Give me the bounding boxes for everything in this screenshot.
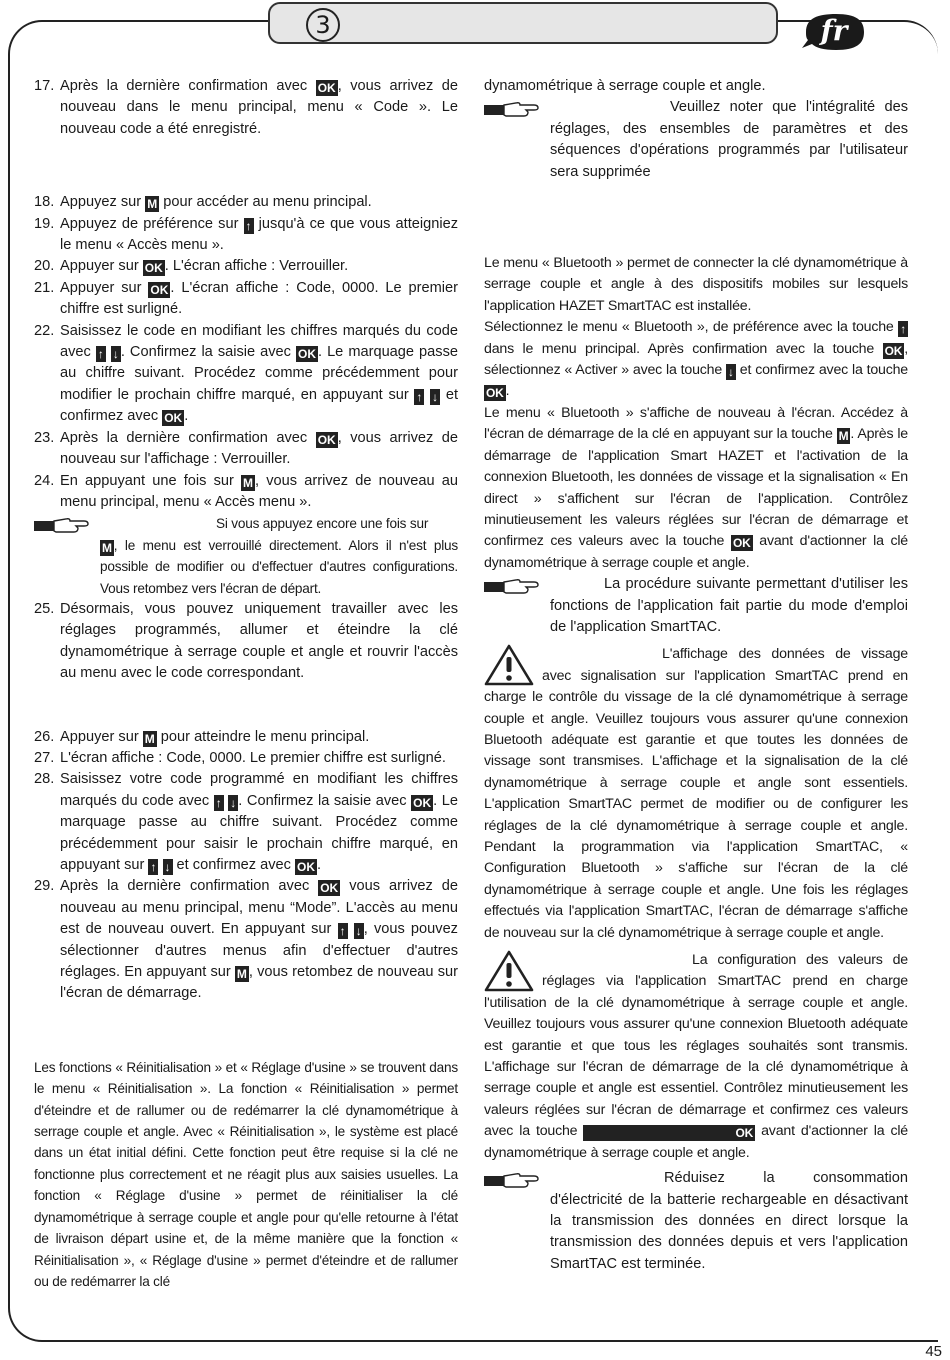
arrow-down-key-icon: ↓ xyxy=(432,389,439,404)
arrow-up-key-icon: ↑ xyxy=(245,218,252,233)
ok-key-icon: OK xyxy=(317,432,336,447)
menu-key-icon: M xyxy=(144,731,155,746)
warning-triangle-icon xyxy=(484,950,534,992)
section-number: 3 xyxy=(306,8,340,42)
ok-key-icon: OK xyxy=(320,881,339,896)
pointing-hand-icon xyxy=(484,1170,540,1190)
pointing-hand-icon xyxy=(484,576,540,596)
list-item: 27. L'écran affiche : Code, 0000. Le premier chiffre est surligné. xyxy=(34,749,446,766)
right-column xyxy=(484,76,908,1275)
arrow-down-key-icon: ↓ xyxy=(230,795,237,810)
ok-key-icon: OK xyxy=(486,386,504,401)
note-block: Si vous appuyez encore une fois sur M , le menu est verrouillé directement. Alors il n'est plus possible de modifier ou d'effectuer d'autres configurations. Vous retombez vers l'écran de départ. xyxy=(34,513,458,599)
list-item: 21. Appuyer sur OK . L'écran affiche : Code, 0000. Le premier chiffre est surligné. xyxy=(34,279,458,318)
ok-key-icon: OK xyxy=(732,536,751,551)
list-item: 25. Désormais, vous pouvez uniquement travailler avec les réglages programmés, allumer et éteindre la clé dynamométrique à serrage couple et angle et rouvrir l'accès au menu avec le code correspondant. xyxy=(34,600,458,682)
list-item: 22. Saisissez le code en modifiant les chiffres marqués du code avec ↑ ↓ . Confirmez la saisie avec OK . Le marquage passe au chiffre suivant. Procédez comme précédemment pour modifier le prochain chiffre marqué, en appuyant sur ↑ ↓ et confirmez avec OK . xyxy=(34,322,458,426)
bluetooth-intro: Le menu « Bluetooth » permet de connecter la clé dynamométrique à serrage couple et angle à des dispositifs mobiles sur lesquels l'application HAZET SmartTAC est installée. xyxy=(484,255,908,314)
ok-key-icon: OK xyxy=(164,411,183,426)
arrow-down-key-icon: ↓ xyxy=(728,365,734,380)
bluetooth-start: Le menu « Bluetooth » s'affiche de nouveau à l'écran. Accédez à l'écran de démarrage de la clé en appuyant sur la touche M . Après le démarrage de l'application Smart HAZET et l'activation de la connexion Bluetooth, les données de vissage et la signalisation « En direct » s'affichent sur l'écran de l'application. Contrôlez minutieusement les valeurs réglées sur l'écran de démarrage et confirmez ces valeurs avec la touche OK avant d'actionner la clé dynamométrique à serrage couple et angle. xyxy=(484,404,908,571)
ok-key-icon: OK xyxy=(298,347,316,362)
ok-key-icon: OK xyxy=(583,1125,755,1141)
arrow-up-key-icon: ↑ xyxy=(150,860,157,874)
menu-key-icon: M xyxy=(236,967,247,982)
arrow-down-key-icon: ↓ xyxy=(112,347,119,362)
arrow-up-key-icon: ↑ xyxy=(339,924,346,939)
ok-key-icon: OK xyxy=(144,261,163,276)
arrow-down-key-icon: ↓ xyxy=(355,924,362,939)
note-block: La procédure suivante permettant d'utiliser les fonctions de l'application fait partie du mode d'emploi de l'application SmartTAC. xyxy=(484,574,908,638)
arrow-up-key-icon: ↑ xyxy=(900,322,906,337)
list-item: 20. Appuyer sur OK . L'écran affiche : Verrouiller. xyxy=(34,258,349,276)
bluetooth-select: Sélectionnez le menu « Bluetooth », de préférence avec la touche ↑ dans le menu principal. Après confirmation avec la touche OK , sélectionnez « Activer » avec la touche ↓ et confirmez avec la touche OK . xyxy=(484,319,908,401)
list-item: 18. Appuyez sur M pour accéder au menu principal. xyxy=(34,194,372,212)
pointing-hand-icon xyxy=(34,515,90,535)
list-item: 23. Après la dernière confirmation avec OK , vous arrivez de nouveau sur l'affichage : Verrouiller. xyxy=(34,429,458,468)
left-column xyxy=(34,76,458,1292)
reset-paragraph: Les fonctions « Réinitialisation » et « Réglage d'usine » se trouvent dans le menu « Réinitialisation ». La fonction « Réinitialisation » permet d'éteindre et de rallumer ou de redémarrer la clé dynamométrique à serrage couple et angle. Avec « Réinitialisation », le système est placé dans un état initial défini. Cette fonction peut être requise si la clé ne fonctionne plus correctement et ne réagit plus aux saisies usuelles. La fonction « Réglage d'usine » permet de réinitialiser la clé dynamométrique à serrage couple et angle pour qu'elle retourne à l'état de livraison départ usine et, de la même manière que la fonction « Réinitialisation », « Réglage d'usine » permet d'éteindre et de rallumer ou de redémarrer la clé xyxy=(34,1059,458,1289)
list-item: 26. Appuyer sur M pour atteindre le menu principal. xyxy=(34,728,370,746)
list-item: 24. En appuyant une fois sur M , vous arrivez de nouveau au menu principal, menu « Accès menu ». xyxy=(34,472,458,510)
ok-key-icon: OK xyxy=(150,282,169,297)
list-item: 29. Après la dernière confirmation avec OK vous arrivez de nouveau au menu principal, menu “Mode”. L'accès au menu est de nouveau ouvert. En appuyant sur ↑ ↓ , vous pouvez sélectionner d'autres menus afin d'effectuer d'autres réglages. En appuyant sur M , vous retombez de nouveau sur l'écran de démarrage. xyxy=(34,878,458,1002)
warning-block: La configuration des valeurs de réglages via l'application SmartTAC prend en charge l'utilisation de la clé dynamométrique à serrage couple et angle. Veuillez toujours vous assurer qu'une connexion Bluetooth adéquate est garantie et que tous les réglages souhaités sont transmis. L'affichage sur l'écran de démarrage de la clé dynamométrique à serrage couple et angle est essentiel. Contrôlez minutieusement les valeurs réglées sur l'écran de démarrage et confirmez ces valeurs avec la touche OK avant d'actionner la clé dynamométrique à serrage couple et angle. xyxy=(484,952,908,1161)
list-item: 19. Appuyez de préférence sur ↑ jusqu'à ce que vous atteigniez le menu « Accès menu ». xyxy=(34,215,458,254)
arrow-up-key-icon: ↑ xyxy=(215,795,222,810)
menu-key-icon: M xyxy=(838,429,849,444)
arrow-down-key-icon: ↓ xyxy=(164,860,171,874)
list-item: 28. Saisissez votre code programmé en modifiant les chiffres marqués du code avec ↑ ↓ . Confirmez la saisie avec OK . Le marquage passe au chiffre suivant. Procédez comme précédemment pour saisir le prochain chiffre marqué, en appuyant sur ↑ ↓ et confirmez avec OK . xyxy=(34,771,459,874)
list-item: 17. Après la dernière confirmation avec OK , vous arrivez de nouveau dans le menu principal, menu « Code ». Le nouveau code a été enregistré. xyxy=(34,78,458,137)
menu-key-icon: M xyxy=(243,475,254,490)
pointing-hand-icon xyxy=(484,99,540,119)
language-code: fr xyxy=(820,14,848,47)
warning-block: L'affichage des données de vissage avec signalisation sur l'application SmartTAC prend en charge le contrôle du vissage de la clé dynamométrique à serrage couple et angle. Veuillez toujours vous assurer qu'une connexion Bluetooth adéquate est garantie et que toutes les données de vissage sont transmises. L'affichage et la signalisation de la clé dynamométrique à serrage couple et angle sont essentiels. L'application SmartTAC permet de modifier ou de configurer les réglages de la clé dynamométrique à serrage couple et angle. Pendant la programmation via l'application SmartTAC, « Configuration Bluetooth » s'affiche sur l'écran de la clé dynamométrique à serrage couple et angle. Une fois les réglages effectués via l'application SmartTAC, l'écran de démarrage s'affiche de nouveau sur la clé dynamométrique à serrage couple et angle. xyxy=(484,646,908,941)
menu-key-icon: M xyxy=(147,197,158,212)
language-badge xyxy=(802,12,868,52)
arrow-up-key-icon: ↑ xyxy=(416,389,423,404)
note-block: Réduisez la consommation d'électricité de la batterie rechargeable en désactivant la transmission des données en direct lorsque la transmission des données depuis et vers l'application SmartTAC est terminée. xyxy=(484,1168,908,1275)
ok-key-icon: OK xyxy=(413,795,432,810)
ok-key-icon: OK xyxy=(884,343,903,358)
section-tab xyxy=(268,2,778,44)
warning-triangle-icon xyxy=(484,644,534,686)
continued-text: dynamométrique à serrage couple et angle. xyxy=(484,78,766,94)
page-number: 45 xyxy=(925,1343,942,1360)
ok-key-icon: OK xyxy=(317,81,336,95)
note-block: Veuillez noter que l'intégralité des réglages, des ensembles de paramètres et des séquences d'opérations programmés par l'utilisateur sera supprimée xyxy=(484,97,908,183)
menu-key-icon: M xyxy=(102,540,112,555)
arrow-up-key-icon: ↑ xyxy=(97,347,104,362)
ok-key-icon: OK xyxy=(296,860,315,874)
